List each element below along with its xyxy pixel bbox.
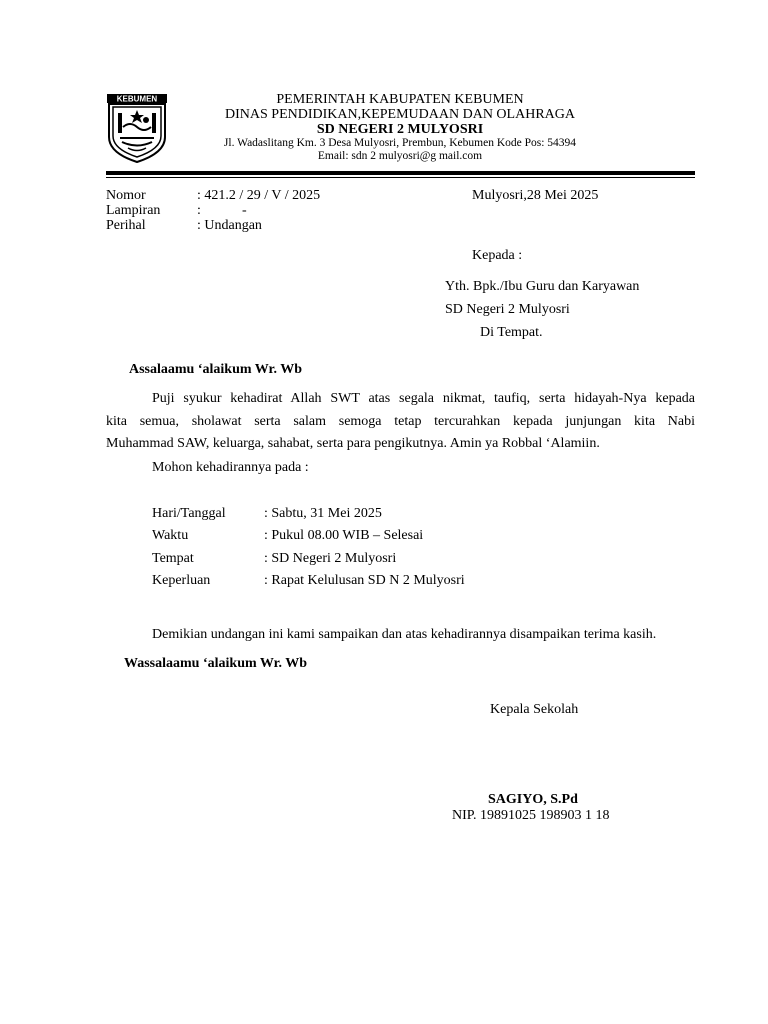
detail-value: : Pukul 08.00 WIB – Selesai: [264, 528, 424, 543]
signature-name: SAGIYO, S.Pd: [488, 792, 578, 807]
lampiran-label: Lampiran: [106, 203, 161, 218]
detail-value: : SD Negeri 2 Mulyosri: [264, 551, 397, 566]
recipient-line-2: SD Negeri 2 Mulyosri: [445, 302, 570, 317]
detail-label: Keperluan: [152, 573, 211, 588]
opening-paragraph: [106, 388, 695, 456]
logo-lettering: KEBUMEN: [116, 94, 158, 104]
letterhead-government: PEMERINTAH KABUPATEN KEBUMEN: [276, 92, 524, 107]
letterhead-divider-thin: [106, 177, 695, 178]
letterhead-school-name: SD NEGERI 2 MULYOSRI: [316, 122, 484, 137]
detail-label: Waktu: [152, 528, 189, 543]
perihal-label: Perihal: [106, 218, 146, 233]
detail-value: : Rapat Kelulusan SD N 2 Mulyosri: [264, 573, 465, 588]
lampiran-colon: :: [197, 203, 201, 218]
detail-label: Hari/Tanggal: [152, 506, 226, 521]
lampiran-value: -: [242, 203, 247, 218]
closing-greeting: Wassalaamu ‘alaikum Wr. Wb: [124, 656, 308, 671]
perihal-value: : Undangan: [197, 218, 262, 233]
signature-title: Kepala Sekolah: [490, 702, 579, 717]
recipient-kepada: Kepada :: [472, 248, 523, 263]
paragraph-line: Muhammad SAW, keluarga, sahabat, serta para pengikutnya. Amin ya Robbal ‘Alamiin.: [106, 436, 600, 451]
paragraph-line: kita semua, sholawat serta salam semoga tetap tercurahkan kepada junjungan kita Nabi: [106, 413, 695, 429]
nomor-value: : 421.2 / 29 / V / 2025: [197, 188, 321, 203]
recipient-line-1: Yth. Bpk./Ibu Guru dan Karyawan: [445, 279, 640, 294]
nomor-label: Nomor: [106, 188, 146, 203]
closing-paragraph: Demikian undangan ini kami sampaikan dan atas kehadirannya disampaikan terima kasih.: [152, 627, 657, 642]
paragraph-line: Puji syukur kehadirat Allah SWT atas segala nikmat, taufiq, serta hidayah-Nya kepada: [152, 391, 695, 406]
opening-greeting: Assalaamu ‘alaikum Wr. Wb: [129, 362, 302, 377]
detail-label: Tempat: [152, 551, 194, 566]
kebumen-coat-of-arms-logo: [106, 93, 168, 163]
letterhead-address: Jl. Wadaslitang Km. 3 Desa Mulyosri, Prembun, Kebumen Kode Pos: 54394: [223, 137, 577, 149]
detail-value: : Sabtu, 31 Mei 2025: [264, 506, 382, 521]
signature-nip: NIP. 19891025 198903 1 18: [452, 808, 610, 823]
letterhead-department: DINAS PENDIDIKAN,KEPEMUDAAN DAN OLAHRAGA: [225, 107, 575, 122]
letterhead-email: Email: sdn 2 mulyosri@g mail.com: [317, 150, 483, 162]
place-date: Mulyosri,28 Mei 2025: [472, 188, 599, 203]
recipient-line-3: Di Tempat.: [480, 325, 543, 340]
request-line: Mohon kehadirannya pada :: [152, 460, 309, 475]
letterhead-divider-thick: [106, 171, 695, 175]
